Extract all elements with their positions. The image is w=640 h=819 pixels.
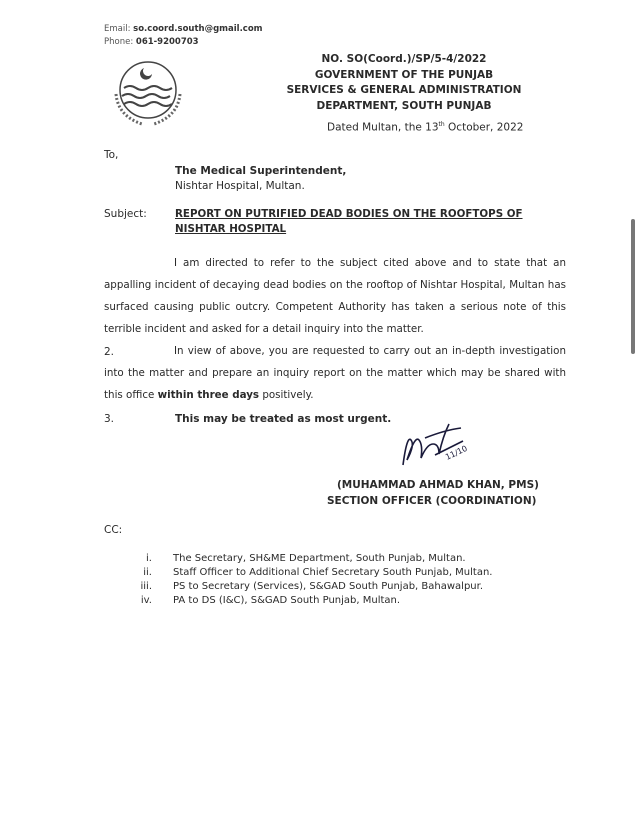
- paragraph-text: I am directed to refer to the subject cited above and to state that an appalling incident of decaying dead bodies on the rooftop of Nishtar Hospital, Multan has surfaced causing public outcry. Competent Authority has taken a serious note of this terrible incident and asked for a detail inquiry into the matter.: [104, 257, 566, 335]
- recipient: The Medical Superintendent,: [175, 165, 347, 177]
- cc-item-text: PA to DS (I&C), S&GAD South Punjab, Multan.: [173, 595, 401, 606]
- scrollbar[interactable]: [631, 219, 635, 354]
- letterhead-line: DEPARTMENT, SOUTH PUNJAB: [316, 99, 492, 112]
- punjab-government-emblem-icon: [108, 54, 188, 134]
- letterhead: [254, 52, 554, 114]
- signature-icon: [395, 420, 475, 475]
- subject-label: Subject:: [104, 208, 147, 220]
- letterhead-line: GOVERNMENT OF THE PUNJAB: [314, 68, 494, 81]
- email-label: Email:: [104, 24, 131, 34]
- svg-text:11/10: 11/10: [444, 443, 469, 462]
- cc-item-text: The Secretary, SH&ME Department, South Punjab, Multan.: [173, 553, 466, 564]
- date-suffix: th: [438, 121, 445, 128]
- letter-number: NO. SO(Coord.)/SP/5-4/2022: [321, 53, 487, 65]
- cc-item-number: i.: [146, 553, 152, 564]
- subject-line: REPORT ON PUTRIFIED DEAD BODIES ON THE ROOFTOPS OF: [175, 208, 523, 220]
- paragraph-3: This may be treated as most urgent.: [175, 413, 392, 425]
- phone-value: 061-9200703: [135, 37, 199, 47]
- cc-item: [140, 581, 492, 595]
- date-line: [327, 121, 523, 134]
- signatory-title: SECTION OFFICER (COORDINATION): [327, 495, 537, 507]
- cc-list: [140, 553, 492, 609]
- paragraph-2: [104, 340, 566, 406]
- subject-line: NISHTAR HOSPITAL: [175, 223, 287, 235]
- paragraph-text: positively.: [259, 389, 314, 401]
- cc-item-text: PS to Secretary (Services), S&GAD South Punjab, Bahawalpur.: [173, 581, 483, 592]
- signatory-name: (MUHAMMAD AHMAD KHAN, PMS): [337, 479, 539, 491]
- date-text: Dated Multan, the 13: [327, 121, 439, 134]
- cc-item-number: iii.: [140, 581, 152, 592]
- phone-line: [104, 37, 199, 47]
- paragraph-text: In view of above, you are requested to carry out an in-depth investigation into the matter and prepare an inquiry report on the matter which may be shared with this office: [104, 345, 566, 401]
- date-text: October, 2022: [444, 121, 524, 134]
- deadline-text: within three days: [157, 389, 260, 401]
- to-label: To,: [104, 149, 119, 161]
- paragraph-number: 2.: [104, 346, 115, 358]
- cc-item-number: iv.: [140, 595, 152, 606]
- paragraph-1: [104, 252, 566, 340]
- email-value: so.coord.south@gmail.com: [133, 24, 263, 34]
- cc-item: [140, 567, 492, 581]
- cc-item-text: Staff Officer to Additional Chief Secretary South Punjab, Multan.: [173, 567, 493, 578]
- recipient-address: Nishtar Hospital, Multan.: [175, 180, 305, 192]
- cc-item: [140, 595, 492, 609]
- cc-item: [140, 553, 492, 567]
- email-line: [104, 24, 263, 34]
- letterhead-line: SERVICES & GENERAL ADMINISTRATION: [286, 84, 522, 96]
- cc-label: CC:: [104, 524, 123, 536]
- phone-label: Phone:: [104, 37, 134, 47]
- paragraph-number: 3.: [104, 413, 115, 425]
- cc-item-number: ii.: [143, 567, 152, 578]
